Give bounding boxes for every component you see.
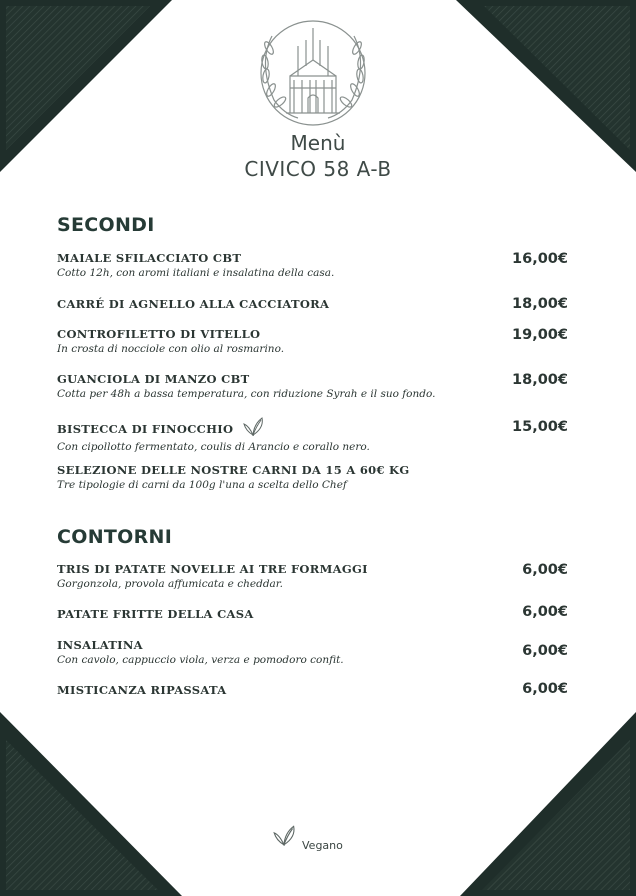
menu-item [57, 562, 569, 592]
item-price: 6,00€ [522, 604, 568, 620]
menu-item [57, 251, 569, 281]
item-name: MAIALE SFILACCIATO CBT [57, 251, 242, 265]
corner-decoration-bottom-right [460, 712, 636, 896]
item-price: 16,00€ [512, 251, 568, 267]
item-description: In crosta di nocciole con olio al rosmarino. [57, 343, 285, 355]
menu-item [57, 638, 569, 668]
corner-decoration-bottom-left [0, 712, 182, 896]
item-description: Cotta per 48h a bassa temperatura, con riduzione Syrah e il suo fondo. [57, 388, 436, 400]
item-price: 15,00€ [512, 419, 568, 435]
item-name: SELEZIONE DELLE NOSTRE CARNI DA 15 A 60€ KG [57, 463, 410, 477]
item-name: CONTROFILETTO DI VITELLO [57, 327, 261, 341]
item-description: Gorgonzola, provola affumicata e cheddar. [57, 578, 284, 590]
menu-item [57, 683, 569, 698]
restaurant-name: CIVICO 58 A-B [244, 157, 392, 181]
leaf-icon [272, 824, 298, 850]
menu-title-block [0, 131, 636, 183]
menu-item [57, 416, 569, 455]
menu-item [57, 297, 569, 312]
item-name: CARRÉ DI AGNELLO ALLA CACCIATORA [57, 297, 330, 311]
leaf-icon [242, 416, 266, 440]
menu-title: Menù [290, 131, 346, 155]
vegan-legend-label: Vegano [302, 839, 343, 852]
item-price: 19,00€ [512, 327, 568, 343]
item-description: Cotto 12h, con aromi italiani e insalatina della casa. [57, 267, 335, 279]
item-price: 18,00€ [512, 296, 568, 312]
section-title-contorni: CONTORNI [57, 526, 173, 548]
menu-item [57, 327, 569, 357]
item-name: INSALATINA [57, 638, 143, 652]
menu-item [57, 372, 569, 402]
menu-item [57, 463, 569, 493]
item-description: Tre tipologie di carni da 100g l'una a scelta dello Chef [57, 479, 347, 491]
item-price: 6,00€ [522, 643, 568, 659]
item-description: Con cipollotto fermentato, coulis di Arancio e corallo nero. [57, 441, 370, 453]
section-title-secondi: SECONDI [57, 214, 155, 236]
item-name: PATATE FRITTE DELLA CASA [57, 607, 254, 621]
cathedral-logo-icon [250, 18, 376, 128]
item-name: TRIS DI PATATE NOVELLE AI TRE FORMAGGI [57, 562, 368, 576]
item-name: GUANCIOLA DI MANZO CBT [57, 372, 250, 386]
item-price: 18,00€ [512, 372, 568, 388]
menu-item [57, 607, 569, 622]
item-price: 6,00€ [522, 562, 568, 578]
item-price: 6,00€ [522, 681, 568, 697]
item-name: BISTECCA DI FINOCCHIO [57, 422, 234, 436]
item-description: Con cavolo, cappuccio viola, verza e pomodoro confit. [57, 654, 344, 666]
item-name: MISTICANZA RIPASSATA [57, 683, 227, 697]
